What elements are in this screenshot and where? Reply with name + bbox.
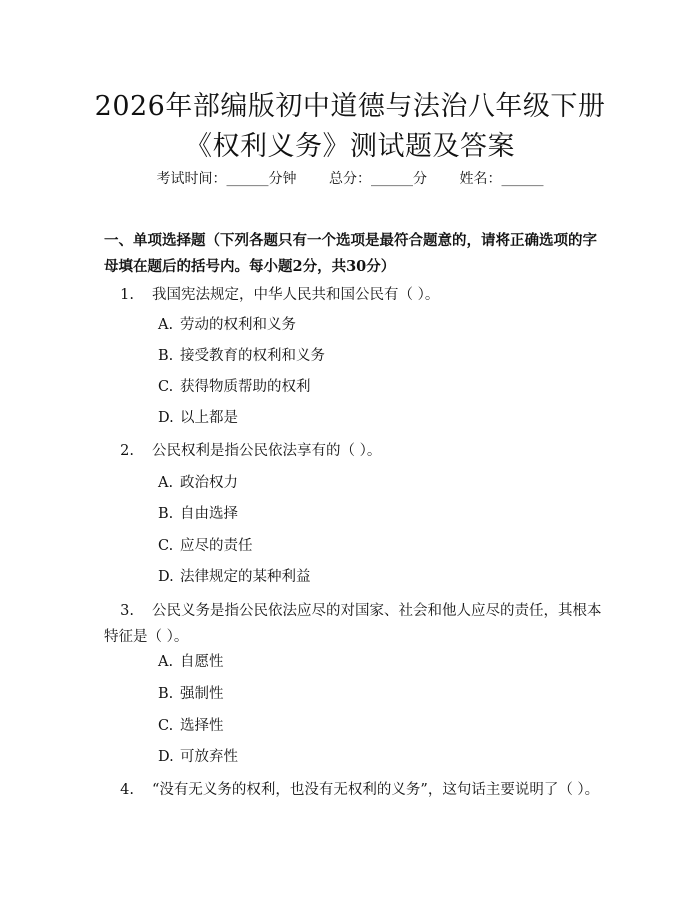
option-text: 强制性	[180, 686, 224, 702]
question-text: 我国宪法规定，中华人民共和国公民有（ ）。	[152, 287, 440, 303]
option-text: 获得物质帮助的权利	[180, 379, 311, 395]
exam-meta	[0, 168, 700, 188]
option-text: 自由选择	[180, 506, 238, 522]
question-2-option-b	[158, 503, 598, 525]
question-3	[104, 598, 604, 650]
option-text: 政治权力	[180, 475, 238, 491]
question-2-option-d	[158, 566, 598, 588]
option-text: 以上都是	[180, 410, 238, 426]
question-2-option-c	[158, 535, 598, 557]
document-title-line-2: 《权利义务》测试题及答案	[185, 131, 515, 162]
option-letter: B.	[158, 686, 174, 702]
option-letter: B.	[158, 348, 174, 364]
option-letter: D.	[158, 569, 174, 585]
option-text: 劳动的权利和义务	[180, 317, 296, 333]
option-letter: C.	[158, 379, 174, 395]
question-2-option-a	[158, 472, 598, 494]
question-3-option-b	[158, 683, 598, 705]
option-letter: A.	[158, 654, 174, 670]
question-number: 2.	[120, 443, 134, 459]
option-text: 自愿性	[180, 654, 224, 670]
question-number: 3.	[120, 603, 134, 619]
question-number: 4.	[120, 782, 134, 798]
option-letter: A.	[158, 317, 174, 333]
question-number: 1.	[120, 287, 134, 303]
question-3-option-d	[158, 746, 598, 768]
document-title-line-1: 2026年部编版初中道德与法治八年级下册	[94, 91, 606, 122]
question-4	[104, 777, 604, 803]
option-text: 应尽的责任	[180, 538, 253, 554]
question-3-option-c	[158, 715, 598, 737]
option-letter: D.	[158, 410, 174, 426]
option-letter: D.	[158, 749, 174, 765]
question-text: “没有无义务的权利，也没有无权利的义务”，这句话主要说明了（ ）。	[152, 782, 600, 798]
option-letter: A.	[158, 475, 174, 491]
question-1-option-a	[158, 314, 598, 336]
option-text: 法律规定的某种利益	[180, 569, 311, 585]
student-name-field: 姓名：______	[459, 171, 544, 187]
question-1-option-d	[158, 407, 598, 429]
question-1	[104, 282, 604, 308]
option-letter: B.	[158, 506, 174, 522]
question-3-option-a	[158, 651, 598, 673]
total-score-field: 总分：______分	[329, 171, 427, 187]
question-2	[104, 438, 604, 464]
option-text: 选择性	[180, 718, 224, 734]
exam-time-field: 考试时间：______分钟	[156, 171, 297, 187]
option-letter: C.	[158, 718, 174, 734]
question-1-option-b	[158, 345, 598, 367]
section-heading: 一、单项选择题（下列各题只有一个选项是最符合题意的，请将正确选项的字母填在题后的括号内。每小题2分，共30分）	[104, 232, 597, 275]
option-text: 可放弃性	[180, 749, 238, 765]
question-text: 公民权利是指公民依法享有的（ ）。	[152, 443, 382, 459]
question-text: 公民义务是指公民依法应尽的对国家、社会和他人应尽的责任，其根本特征是（ ）。	[104, 603, 602, 645]
option-text: 接受教育的权利和义务	[180, 348, 325, 364]
option-letter: C.	[158, 538, 174, 554]
question-1-option-c	[158, 376, 598, 398]
